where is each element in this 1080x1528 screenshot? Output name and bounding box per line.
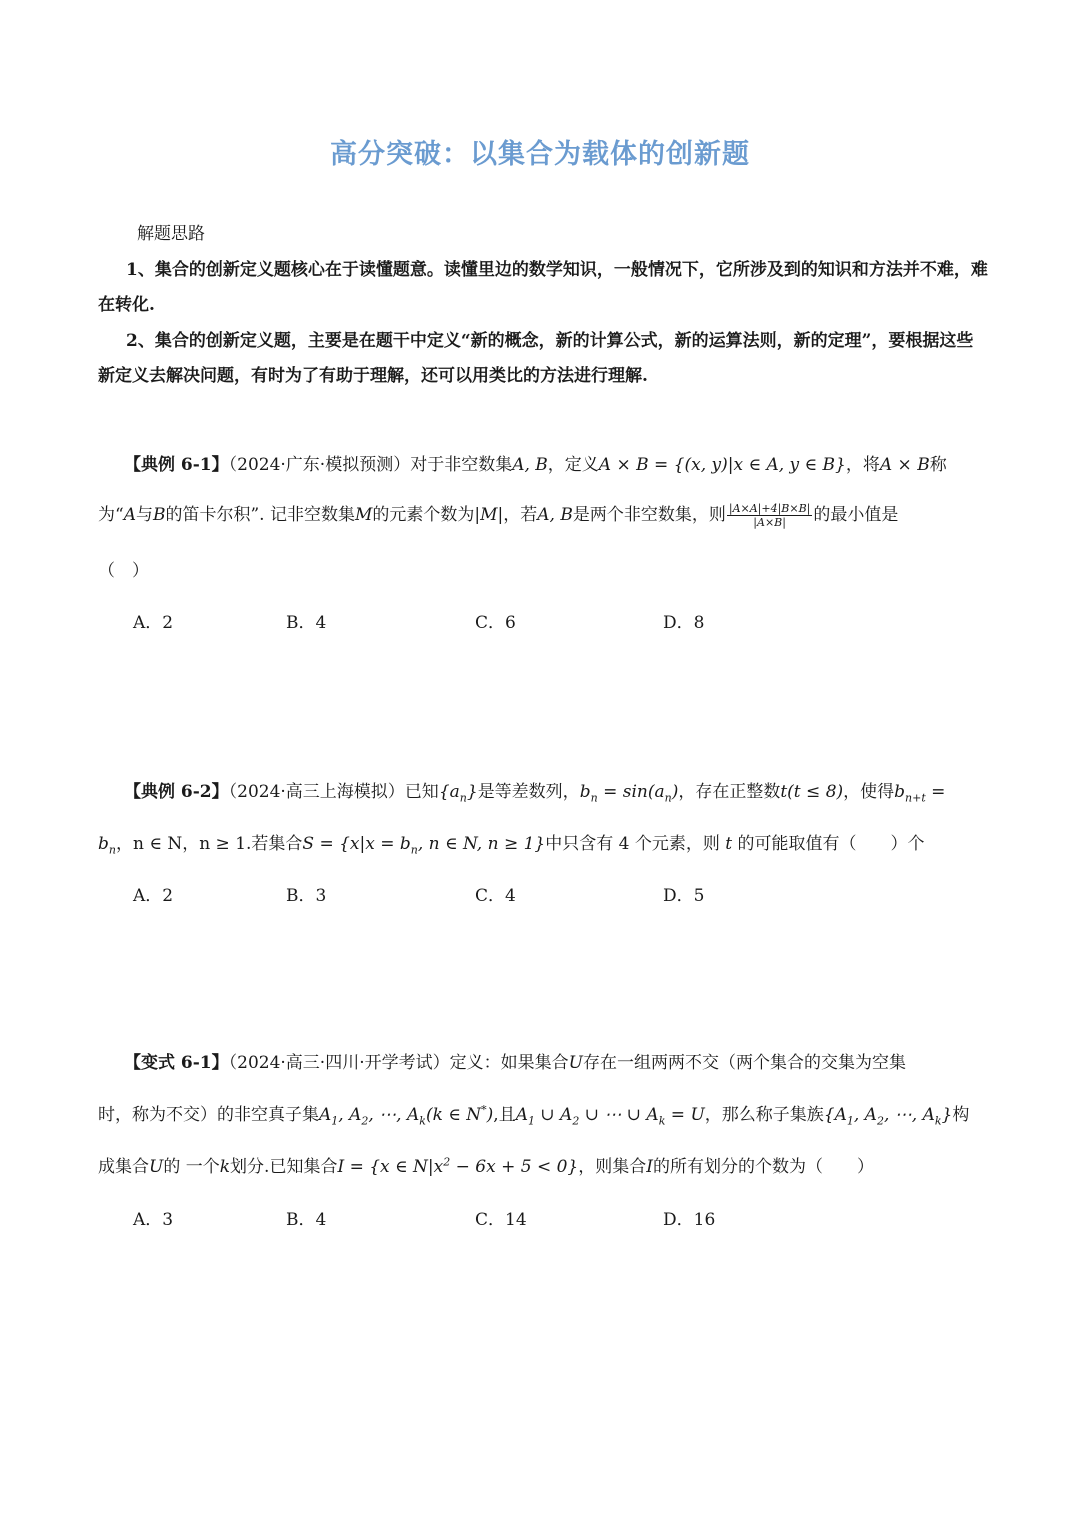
- text: 中只含有 4 个元素，则: [545, 834, 726, 854]
- question-source: （2024·高三·四川·开学考试）: [228, 1053, 450, 1073]
- text: 是等差数列，: [477, 782, 580, 802]
- option-c: C．6: [475, 613, 516, 633]
- math-part: , A: [338, 1105, 362, 1125]
- text: ,且: [493, 1105, 516, 1125]
- superscript: 2: [443, 1155, 451, 1169]
- math-part: S = {x|x = b: [302, 834, 411, 854]
- math-part: = sin(a: [597, 782, 665, 802]
- subscript: n: [459, 791, 467, 805]
- text: ，n ∈ N，n ≥ 1.若集合: [115, 834, 303, 854]
- math: t: [725, 834, 733, 854]
- math-part: b: [98, 834, 109, 854]
- option-d: D．5: [663, 886, 705, 906]
- math: [823, 1105, 953, 1128]
- text: 称: [929, 455, 947, 475]
- math: A, B: [512, 455, 548, 475]
- math: [337, 1157, 578, 1177]
- math: M: [354, 505, 373, 525]
- math: U: [568, 1053, 583, 1073]
- text: 的元素个数为: [372, 505, 475, 525]
- math: A × B: [879, 455, 930, 475]
- subscript: n+t: [905, 791, 926, 805]
- text: 定义：如果集合: [449, 1053, 569, 1073]
- math-part: , A: [853, 1105, 877, 1125]
- option-b: B．4: [286, 1210, 327, 1230]
- option-d: D．8: [663, 613, 705, 633]
- math: U: [149, 1157, 164, 1177]
- text: 存在一组两两不交（两个集合的交集为空集: [582, 1053, 906, 1073]
- option-b: B．4: [286, 613, 327, 633]
- subscript: 2: [361, 1114, 369, 1128]
- math: B: [152, 505, 166, 525]
- math: [438, 782, 478, 805]
- answer-blank: （ ）: [98, 561, 149, 581]
- text: ，使得: [843, 782, 895, 802]
- text: ，那么称子集族: [704, 1105, 824, 1125]
- question-label: 【典例 6-2】: [124, 782, 229, 802]
- text: 对于非空数集: [410, 455, 513, 475]
- subscript: k: [419, 1114, 426, 1128]
- text: 已知: [404, 782, 439, 802]
- text: ，将: [845, 455, 880, 475]
- question-6-1-line-3: [98, 556, 149, 581]
- subscript: 2: [572, 1114, 580, 1128]
- page-title: 高分突破：以集合为载体的创新题: [330, 139, 750, 170]
- variation-6-1-line-1: [124, 1048, 906, 1073]
- question-source: （2024·广东·模拟预测）: [228, 455, 411, 475]
- question-source: （2024·高三上海模拟）: [228, 782, 405, 802]
- math-part: }: [941, 1105, 953, 1125]
- math-part: (k ∈ N: [425, 1105, 482, 1125]
- option-b: B．3: [286, 886, 327, 906]
- fraction-denominator: |A×B|: [753, 516, 786, 529]
- question-6-1-line-2: [98, 500, 898, 529]
- math: I: [646, 1157, 653, 1177]
- subscript: n: [410, 843, 418, 857]
- math-part: ∪ ⋯ ∪ A: [579, 1105, 659, 1125]
- text: 构: [952, 1105, 970, 1125]
- question-6-2-line-1: [124, 777, 945, 804]
- subscript: 2: [876, 1114, 884, 1128]
- math-part: , ⋯, A: [883, 1105, 935, 1125]
- math: |M|: [474, 505, 504, 525]
- math: [302, 834, 546, 857]
- math-part: ): [486, 1105, 494, 1125]
- math-part: , n ∈ N, n ≥ 1}: [417, 834, 546, 854]
- text: 成集合: [98, 1157, 149, 1177]
- question-6-2-line-2: [98, 829, 925, 856]
- tip-paragraph-1: [98, 253, 988, 323]
- math-part: b: [579, 782, 591, 802]
- math-part: A: [319, 1105, 332, 1125]
- math-part: =: [925, 782, 946, 802]
- superscript: *: [481, 1103, 487, 1117]
- text: ，存在正整数: [678, 782, 781, 802]
- subscript: 1: [846, 1114, 854, 1128]
- text: 与: [135, 505, 153, 525]
- text: ，若: [503, 505, 538, 525]
- math-part: = U: [665, 1105, 705, 1125]
- subscript: n: [590, 791, 598, 805]
- math: A: [123, 505, 136, 525]
- math: [319, 1103, 494, 1128]
- option-c: C．4: [475, 886, 516, 906]
- math-part: {A: [823, 1105, 847, 1125]
- text: ，则集合: [578, 1157, 647, 1177]
- math-part: }: [466, 782, 478, 802]
- tip-text: 1、集合的创新定义题核心在于读懂题意。读懂里边的数学知识，一般情况下，它所涉及到的知识和方法并不难，难在转化.: [98, 260, 988, 315]
- math: [515, 1105, 705, 1128]
- math-part: − 6x + 5 < 0}: [450, 1157, 579, 1177]
- option-c: C．14: [475, 1210, 527, 1230]
- text: 的所有划分的个数为（ ）: [652, 1157, 874, 1177]
- option-a: A．2: [133, 613, 174, 633]
- tip-paragraph-2: [98, 324, 988, 394]
- math-part: A: [515, 1105, 528, 1125]
- math: k: [219, 1157, 231, 1177]
- text: 是两个非空数集，则: [572, 505, 726, 525]
- math: [894, 782, 946, 805]
- text: 的最小值是: [813, 505, 899, 525]
- subscript: k: [658, 1114, 666, 1128]
- option-a: A．3: [133, 1210, 174, 1230]
- question-6-1-line-1: [124, 450, 947, 475]
- subscript: 1: [527, 1114, 535, 1128]
- math: t(t ≤ 8): [780, 782, 844, 802]
- text: 时，称为不交）的非空真子集: [98, 1105, 319, 1125]
- option-a: A．2: [133, 886, 174, 906]
- math-part: , ⋯, A: [368, 1105, 420, 1125]
- fraction-numerator: |A×A|+4|B×B|: [728, 502, 811, 515]
- tip-text: 2、集合的创新定义题，主要是在题干中定义“新的概念，新的计算公式，新的运算法则，新的定理”，要根据这些新定义去解决问题，有时为了有助于理解，还可以用类比的方法进行理解.: [98, 331, 974, 386]
- math-part: I = {x ∈ N|x: [337, 1157, 444, 1177]
- math: A, B: [537, 505, 573, 525]
- text: 的 一个: [163, 1157, 220, 1177]
- math: [98, 834, 116, 857]
- math-part: ): [671, 782, 679, 802]
- text: 的笛卡尔积”. 记非空数集: [165, 505, 355, 525]
- text: ，定义: [547, 455, 599, 475]
- option-d: D．16: [663, 1210, 716, 1230]
- variation-6-1-line-3: [98, 1152, 874, 1177]
- math: A × B = {(x, y)|x ∈ A, y ∈ B}: [598, 455, 846, 475]
- math-part: ∪ A: [534, 1105, 573, 1125]
- fraction: [727, 502, 813, 529]
- text: 为“: [98, 505, 124, 525]
- question-label: 【变式 6-1】: [124, 1053, 229, 1073]
- section-subheading: 解题思路: [137, 224, 205, 244]
- question-label: 【典例 6-1】: [124, 455, 229, 475]
- text: 的可能取值有（ ）个: [732, 834, 925, 854]
- subscript: 1: [331, 1114, 339, 1128]
- subscript: k: [934, 1114, 942, 1128]
- math: [579, 782, 679, 805]
- subscript: n: [108, 843, 116, 857]
- math-part: {a: [438, 782, 460, 802]
- subscript: n: [664, 791, 672, 805]
- math-part: b: [894, 782, 906, 802]
- variation-6-1-line-2: [98, 1100, 969, 1127]
- text: 划分.已知集合: [230, 1157, 338, 1177]
